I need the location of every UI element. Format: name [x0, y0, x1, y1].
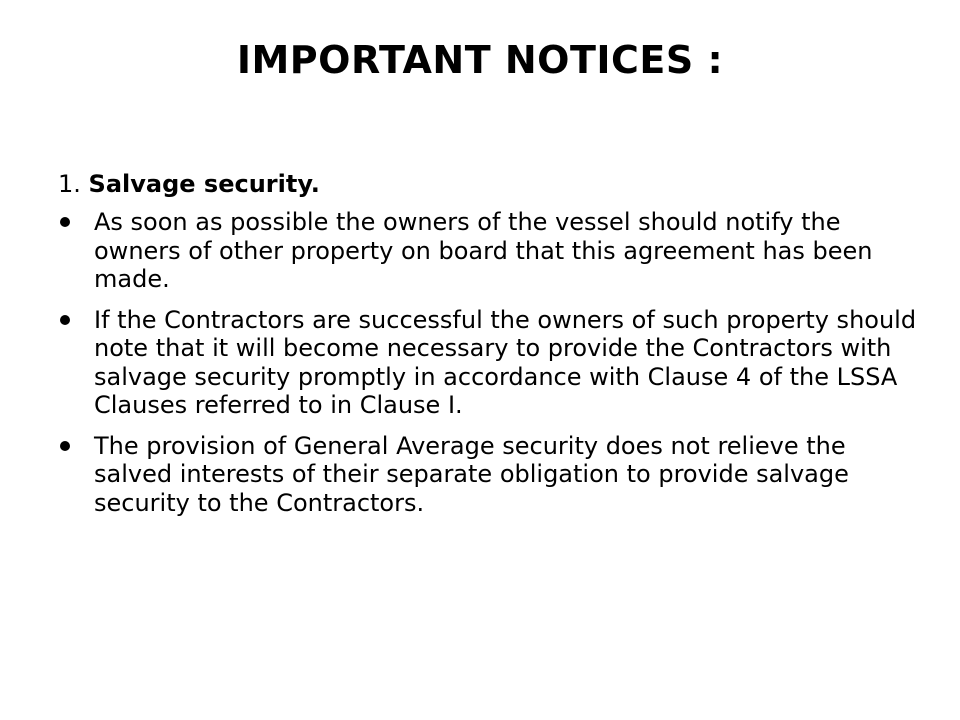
bullet-icon [60, 441, 70, 451]
bullet-text: As soon as possible the owners of the vessel should notify the owners of other property on board that this agreement has been made. [94, 208, 873, 293]
bullet-text: If the Contractors are successful the owners of such property should note that it will become necessary to provide the Contractors with salvage security promptly in accordance with Clause 4 of the LSSA Clauses referred to in Clause I. [94, 305, 917, 419]
bullet-icon [60, 315, 70, 325]
section-number: 1. [58, 170, 81, 198]
bullet-item [58, 432, 918, 518]
bullet-icon [60, 217, 70, 227]
slide-content [58, 166, 918, 529]
bullet-text: The provision of General Average security does not relieve the salved interests of their separate obligation to provide salvage security to the Contractors. [94, 431, 849, 517]
section-label: Salvage security. [88, 170, 320, 198]
section-heading [58, 166, 918, 202]
bullet-list [58, 208, 918, 517]
slide-title: IMPORTANT NOTICES : [236, 38, 724, 82]
bullet-item [58, 306, 918, 420]
bullet-item [58, 208, 918, 294]
